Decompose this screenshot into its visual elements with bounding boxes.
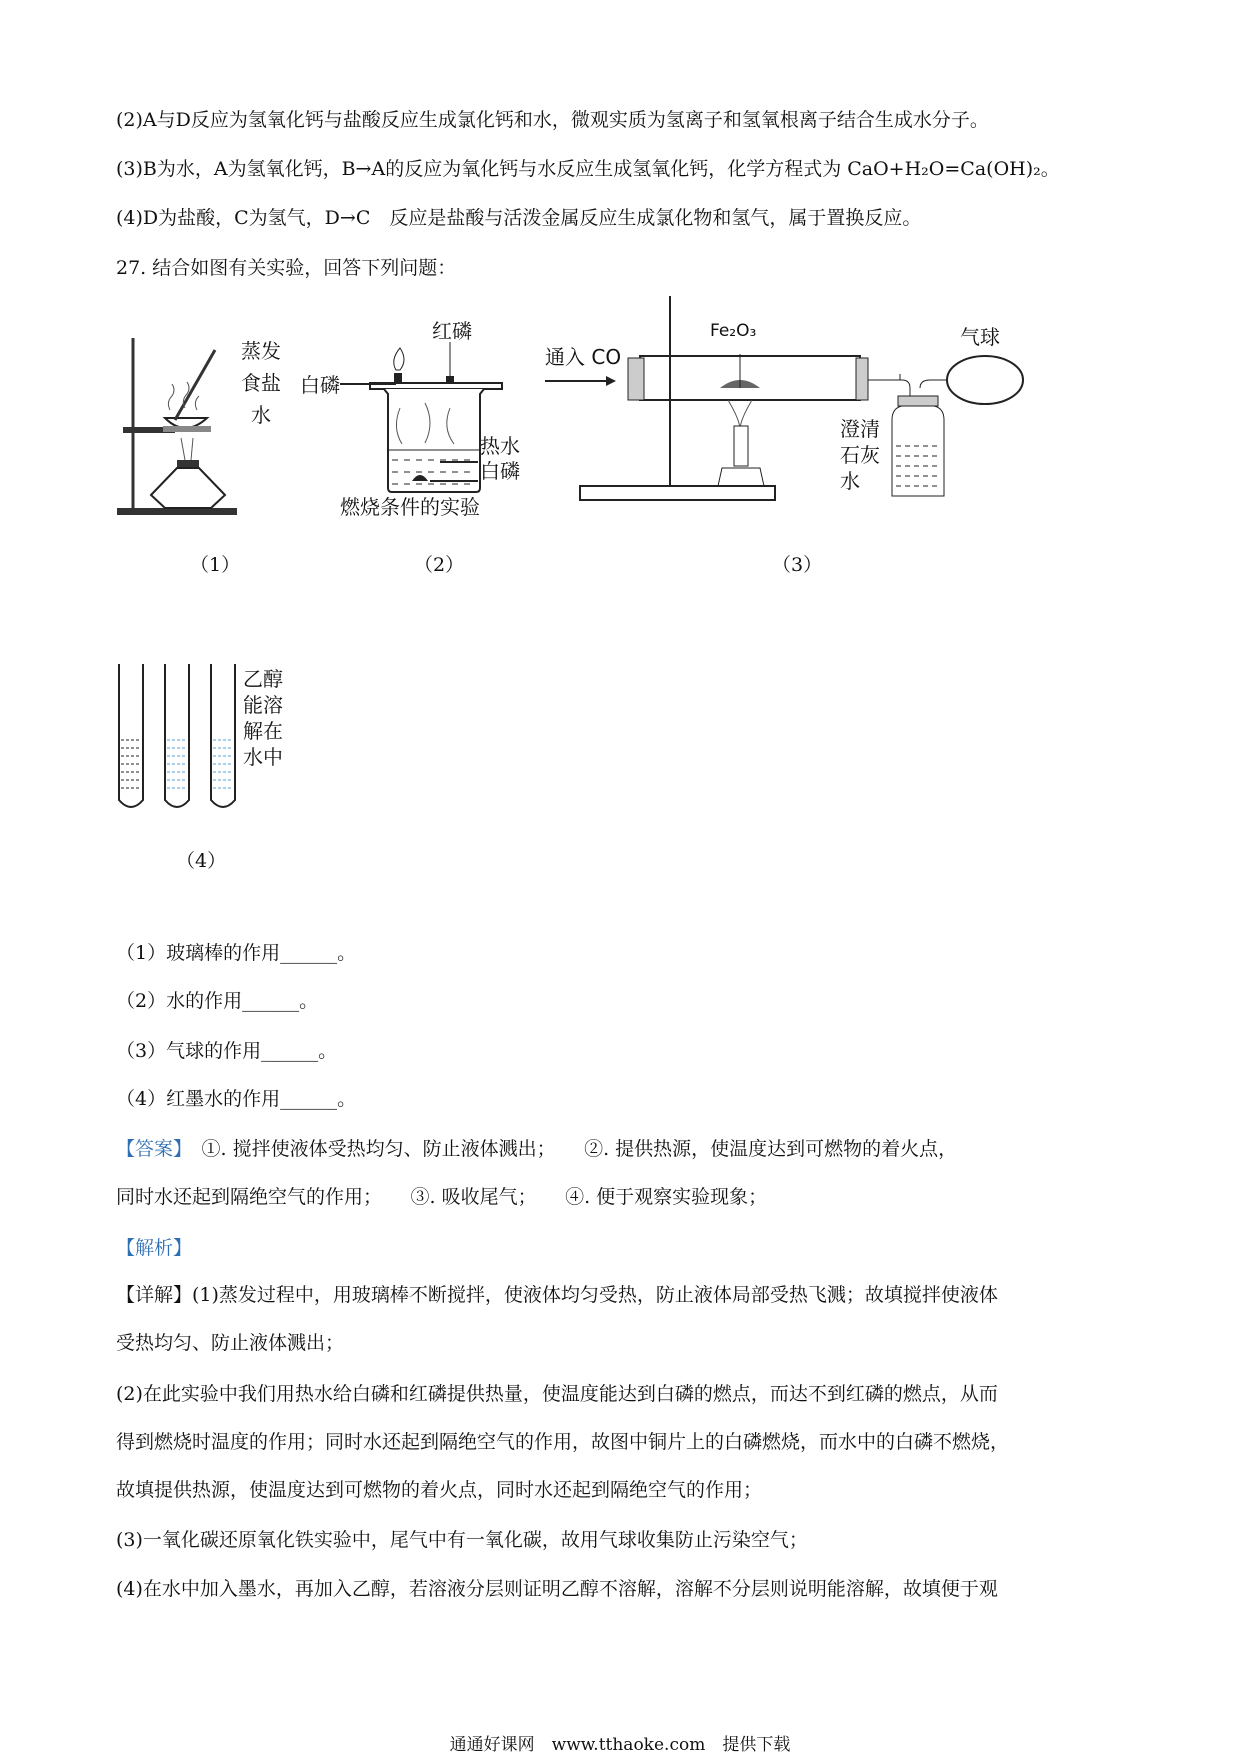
figure-combustion (300, 318, 540, 518)
analysis-label: 【解析】 (116, 1237, 193, 1259)
answer-label: 【答案】 (116, 1138, 183, 1160)
solution-line-3: (3)B为水，A为氢氧化钙，B→A的反应为氧化钙与水反应生成氢氧化钙，化学方程式为 CaO+H₂O=Ca(OH)₂。 (116, 158, 1060, 180)
page-footer: 通通好课网 www.tthaoke.com 提供下载 (449, 1735, 791, 1755)
sub-question-2: （2）水的作用______。 (116, 990, 319, 1012)
fig2-label-white-phosphorus-top: 白磷 (300, 373, 340, 397)
sub-question-4: （4）红墨水的作用______。 (116, 1088, 357, 1110)
fig2-label-hot-water: 热水 (480, 434, 520, 458)
detail-line-2: 受热均匀、防止液体溅出； (116, 1332, 345, 1354)
solution-line-4: (4)D为盐酸，C为氢气，D→C 反应是盐酸与活泼金属反应生成氯化物和氢气，属于置换反应。 (116, 207, 922, 229)
fig2-label-white-phosphorus-bottom: 白磷 (480, 459, 520, 483)
fig4-label-1: 乙醇 (243, 667, 283, 691)
detail-line-3: (2)在此实验中我们用热水给白磷和红磷提供热量，使温度能达到白磷的燃点，而达不到红磷的燃点，从而 (116, 1383, 998, 1405)
fig2-title: 燃烧条件的实验 (340, 495, 480, 518)
fig3-label-limewater-1: 澄清 (840, 417, 880, 441)
detail-line-4: 得到燃烧时温度的作用；同时水还起到隔绝空气的作用，故图中铜片上的白磷燃烧，而水中的白磷不燃烧， (116, 1431, 1010, 1453)
fig1-label-2: 食盐 (241, 371, 281, 395)
sub-question-3: （3）气球的作用______。 (116, 1040, 338, 1062)
solution-line-2: (2)A与D反应为氢氧化钙与盐酸反应生成氯化钙和水，微观实质为氢离子和氢氧根离子结合生成水分子。 (116, 109, 989, 131)
fig3-caption: （3） (772, 554, 823, 576)
fig4-label-2: 能溶 (243, 693, 283, 717)
answer-text-1: ①. 搅拌使液体受热均匀、防止液体溅出； ②. 提供热源，使温度达到可燃物的着火点， (182, 1138, 958, 1160)
fig4-caption: （4） (176, 850, 227, 872)
fig3-label-limewater-2: 石灰 (840, 443, 880, 467)
fig2-label-red-phosphorus: 红磷 (432, 319, 472, 343)
detail-line-7: (4)在水中加入墨水，再加入乙醇，若溶液分层则证明乙醇不溶解，溶解不分层则说明能溶解，故填便于观 (116, 1578, 998, 1600)
fig3-label-fe2o3: Fe₂O₃ (710, 321, 757, 341)
detail-line-6: (3)一氧化碳还原氧化铁实验中，尾气中有一氧化碳，故用气球收集防止污染空气； (116, 1529, 808, 1551)
fig4-label-3: 解在 (243, 719, 283, 743)
figure-test-tubes (115, 660, 305, 815)
fig2-caption: （2） (414, 554, 465, 576)
fig3-label-balloon: 气球 (960, 325, 1000, 349)
answer-line-2: 同时水还起到隔绝空气的作用； ③. 吸收尾气； ④. 便于观察实验现象； (116, 1186, 768, 1208)
figure-evaporation (115, 330, 285, 520)
fig1-label-1: 蒸发 (241, 339, 281, 363)
detail-line-5: 故填提供热源，使温度达到可燃物的着火点，同时水还起到隔绝空气的作用； (116, 1479, 763, 1501)
answer-line-1 (116, 1137, 957, 1161)
sub-question-1: （1）玻璃棒的作用______。 (116, 942, 357, 964)
fig1-caption: （1） (190, 554, 241, 576)
question-27: 27. 结合如图有关实验，回答下列问题： (116, 257, 457, 279)
fig3-label-inlet: 通入 CO (545, 345, 622, 369)
fig4-label-4: 水中 (243, 745, 283, 769)
detail-line-1: 【详解】(1)蒸发过程中，用玻璃棒不断搅拌，使液体均匀受热，防止液体局部受热飞溅；故填搅拌使液体 (116, 1284, 998, 1306)
fig3-label-limewater-3: 水 (840, 469, 860, 493)
fig1-label-3: 水 (251, 403, 271, 427)
figure-co-reduction (540, 296, 1050, 526)
